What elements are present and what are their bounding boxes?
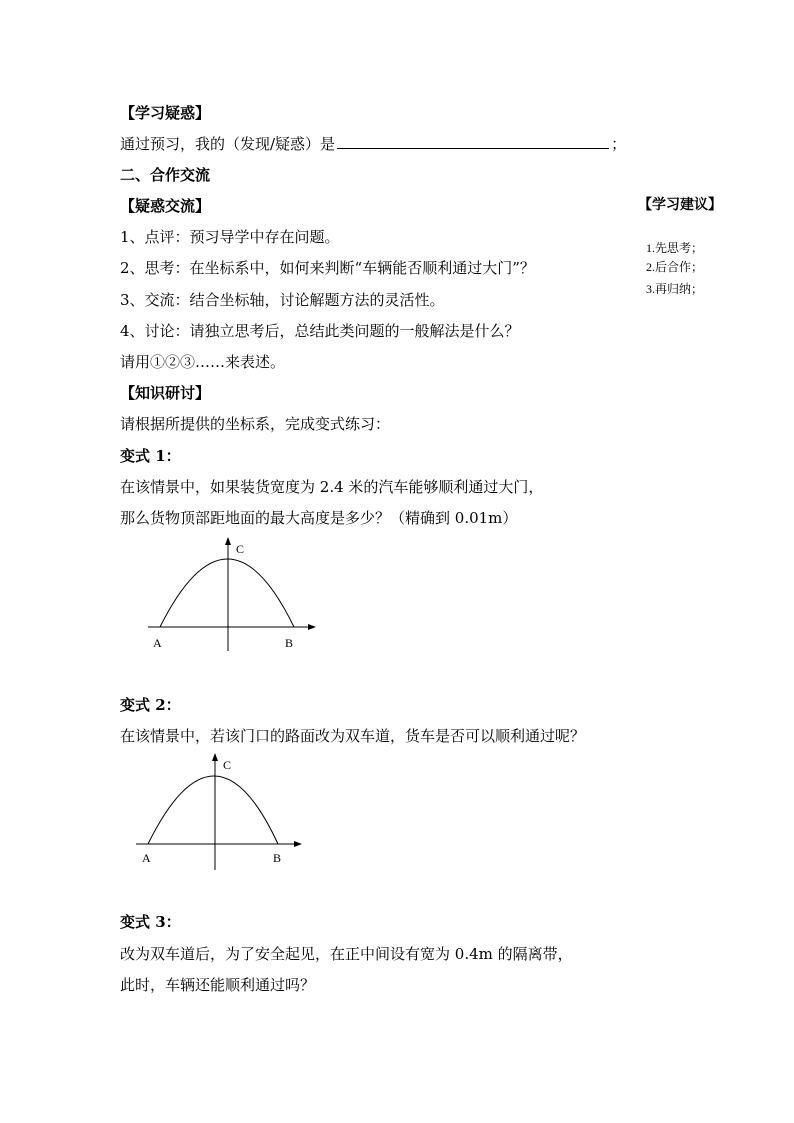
parabola-curve xyxy=(160,559,294,627)
y-axis-arrow xyxy=(212,753,218,761)
x-axis-arrow xyxy=(308,624,316,630)
doubt-heading: 【学习疑惑】 xyxy=(120,104,211,122)
sidebar-item-2: 2.后合作； xyxy=(646,260,704,274)
exchange-item-3: 3、交流：结合坐标轴，讨论解题方法的灵活性。 xyxy=(120,291,445,309)
variant-3-line-1: 改为双车道后，为了安全起见，在正中间设有宽为 0.4m 的隔离带， xyxy=(120,945,573,963)
variant-1-line-2: 那么货物顶部距地面的最大高度是多少？（精确到 0.01m） xyxy=(120,509,518,527)
point-b-label: B xyxy=(273,851,282,865)
variant-1-line-1: 在该情景中，如果装货宽度为 2.4 米的汽车能够顺利通过大门， xyxy=(120,478,544,496)
point-b-label: B xyxy=(285,636,294,650)
parabola-curve xyxy=(148,776,278,844)
answer-blank[interactable] xyxy=(337,134,609,149)
variant-2-parabola-diagram xyxy=(128,752,313,877)
x-axis-arrow xyxy=(294,841,302,847)
exchange-heading: 【疑惑交流】 xyxy=(120,197,211,215)
sidebar-item-1: 1.先思考； xyxy=(646,241,704,255)
knowledge-intro: 请根据所提供的坐标系，完成变式练习： xyxy=(120,415,391,433)
point-c-label: C xyxy=(236,542,245,556)
knowledge-heading: 【知识研讨】 xyxy=(120,384,211,402)
variant-2-title: 变式 2： xyxy=(120,696,181,714)
variant-2-line-1: 在该情景中，若该门口的路面改为双车道，货车是否可以顺利通过呢？ xyxy=(120,727,586,745)
variant-3-title: 变式 3： xyxy=(120,913,181,931)
exchange-item-2: 2、思考：在坐标系中，如何来判断“车辆能否顺利通过大门”？ xyxy=(120,259,535,277)
y-axis-arrow xyxy=(225,537,231,545)
point-c-label: C xyxy=(223,758,232,772)
variant-1-parabola-diagram xyxy=(140,536,325,661)
exchange-item-5: 请用①②③……来表述。 xyxy=(120,353,286,371)
variant-3-line-2: 此时，车辆还能顺利通过吗？ xyxy=(120,976,316,994)
point-a-label: A xyxy=(142,851,151,865)
sidebar-item-3: 3.再归纳； xyxy=(646,282,704,296)
doubt-prompt-suffix: ； xyxy=(611,135,627,153)
doubt-prompt xyxy=(120,134,626,154)
point-a-label: A xyxy=(153,636,162,650)
sidebar-heading: 【学习建议】 xyxy=(638,198,722,213)
doubt-prompt-text: 通过预习，我的（发现/疑惑）是 xyxy=(120,135,336,153)
variant-1-title: 变式 1： xyxy=(120,447,181,465)
section-two-title: 二、合作交流 xyxy=(120,166,211,184)
exchange-item-1: 1、点评：预习导学中存在问题。 xyxy=(120,228,340,246)
exchange-item-4: 4、讨论：请独立思考后，总结此类问题的一般解法是什么？ xyxy=(120,322,520,340)
